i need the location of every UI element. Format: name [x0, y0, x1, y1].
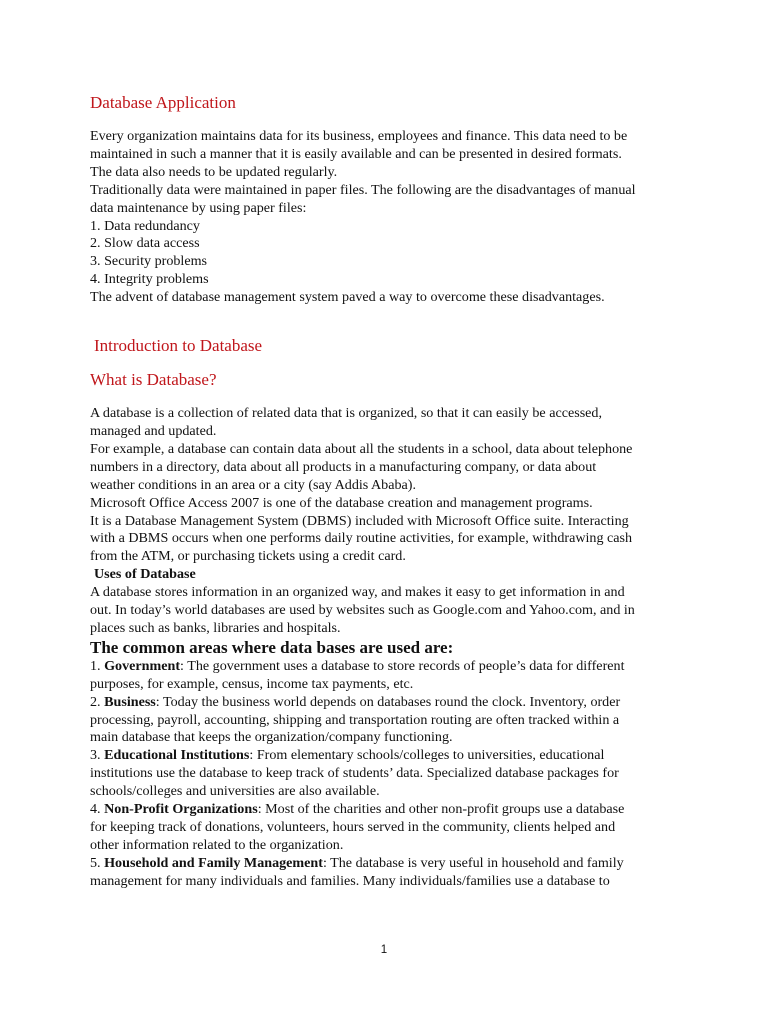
area-term: Government: [104, 657, 181, 674]
document-body: [90, 92, 690, 891]
text-line: The advent of database management system paved a way to overcome these disadvantages.: [90, 289, 605, 306]
heading-introduction-to-database: Introduction to Database: [94, 336, 263, 356]
text-line: Every organization maintains data for its business, employees and finance. This data need to be: [90, 128, 628, 144]
text-line: It is a Database Management System (DBMS) included with Microsoft Office suite. Interacting: [90, 512, 629, 529]
text-line: with a DBMS occurs when one performs daily routine activities, for example, withdrawing cash: [90, 530, 633, 547]
area-item-household-and-family-management: [90, 855, 690, 891]
text-line: purposes, for example, census, income tax payments, etc.: [90, 675, 414, 692]
section-uses-of-database: [90, 584, 690, 638]
disadvantage-item: 1. Data redundancy: [90, 217, 200, 234]
disadvantage-item: 3. Security problems: [90, 253, 208, 270]
area-item-government: [90, 658, 690, 694]
text-line: A database stores information in an organized way, and makes it easy to get information in and: [90, 584, 625, 601]
text-line: numbers in a directory, data about all products in a manufacturing company, or data about: [90, 458, 597, 475]
text-line: from the ATM, or purchasing tickets using a credit card.: [90, 548, 406, 565]
area-term: Household and Family Management: [104, 854, 323, 871]
area-description: : Today the business world depends on databases round the clock. Inventory, order: [155, 693, 621, 710]
text-line: maintained in such a manner that it is easily available and can be presented in desired formats.: [90, 145, 622, 162]
text-line: managed and updated.: [90, 422, 217, 439]
area-number: 2.: [90, 693, 105, 710]
area-item-educational-institutions: [90, 747, 690, 801]
text-line: out. In today’s world databases are used by websites such as Google.com and Yahoo.com, and in: [90, 602, 635, 619]
text-line: processing, payroll, accounting, shipping and transportation routing are often tracked within a: [90, 711, 620, 728]
list-common-areas: [90, 658, 690, 891]
text-line: places such as banks, libraries and hospitals.: [90, 619, 341, 636]
text-line: other information related to the organization.: [90, 836, 344, 853]
area-number: 3.: [90, 747, 105, 764]
section-database-application: [90, 128, 690, 307]
area-item-non-profit-organizations: [90, 801, 690, 855]
text-line: data maintenance by using paper files:: [90, 199, 307, 216]
heading-database-application: Database Application: [90, 93, 236, 112]
text-line: institutions use the database to keep track of students’ data. Specialized database packages for: [90, 765, 619, 782]
area-description: : Most of the charities and other non-profit groups use a database: [257, 801, 625, 818]
disadvantage-item: 2. Slow data access: [90, 235, 200, 252]
area-number: 1.: [90, 657, 105, 674]
area-item-business: [90, 694, 690, 748]
text-line: main database that keeps the organization/company functioning.: [90, 729, 453, 746]
area-number: 4.: [90, 801, 105, 818]
heading-uses-of-database: Uses of Database: [94, 566, 196, 583]
section-what-is-database: [90, 405, 690, 566]
text-line: Traditionally data were maintained in paper files. The following are the disadvantages of manual: [90, 181, 636, 198]
area-description: : The government uses a database to store records of people’s data for different: [180, 657, 625, 674]
disadvantage-item: 4. Integrity problems: [90, 271, 209, 288]
page-number: 1: [380, 944, 388, 956]
heading-common-areas: The common areas where data bases are used are:: [90, 637, 454, 657]
area-term: Business: [104, 693, 156, 710]
text-line: Microsoft Office Access 2007 is one of the database creation and management programs.: [90, 494, 593, 511]
text-line: The data also needs to be updated regularly.: [90, 163, 338, 180]
area-term: Non-Profit Organizations: [104, 801, 258, 818]
text-line: management for many individuals and families. Many individuals/families use a database to: [90, 872, 610, 889]
area-term: Educational Institutions: [104, 747, 250, 764]
text-line: For example, a database can contain data about all the students in a school, data about telephone: [90, 440, 633, 457]
heading-what-is-database: What is Database?: [90, 370, 217, 390]
area-description: : The database is very useful in household and family: [322, 854, 624, 871]
text-line: schools/colleges and universities are also available.: [90, 783, 380, 800]
text-line: weather conditions in an area or a city (say Addis Ababa).: [90, 476, 417, 493]
text-line: A database is a collection of related data that is organized, so that it can easily be accessed,: [90, 405, 603, 422]
area-number: 5.: [90, 854, 105, 871]
text-line: for keeping track of donations, volunteers, hours served in the community, clients helped and: [90, 819, 616, 835]
area-description: : From elementary schools/colleges to universities, educational: [249, 747, 605, 764]
